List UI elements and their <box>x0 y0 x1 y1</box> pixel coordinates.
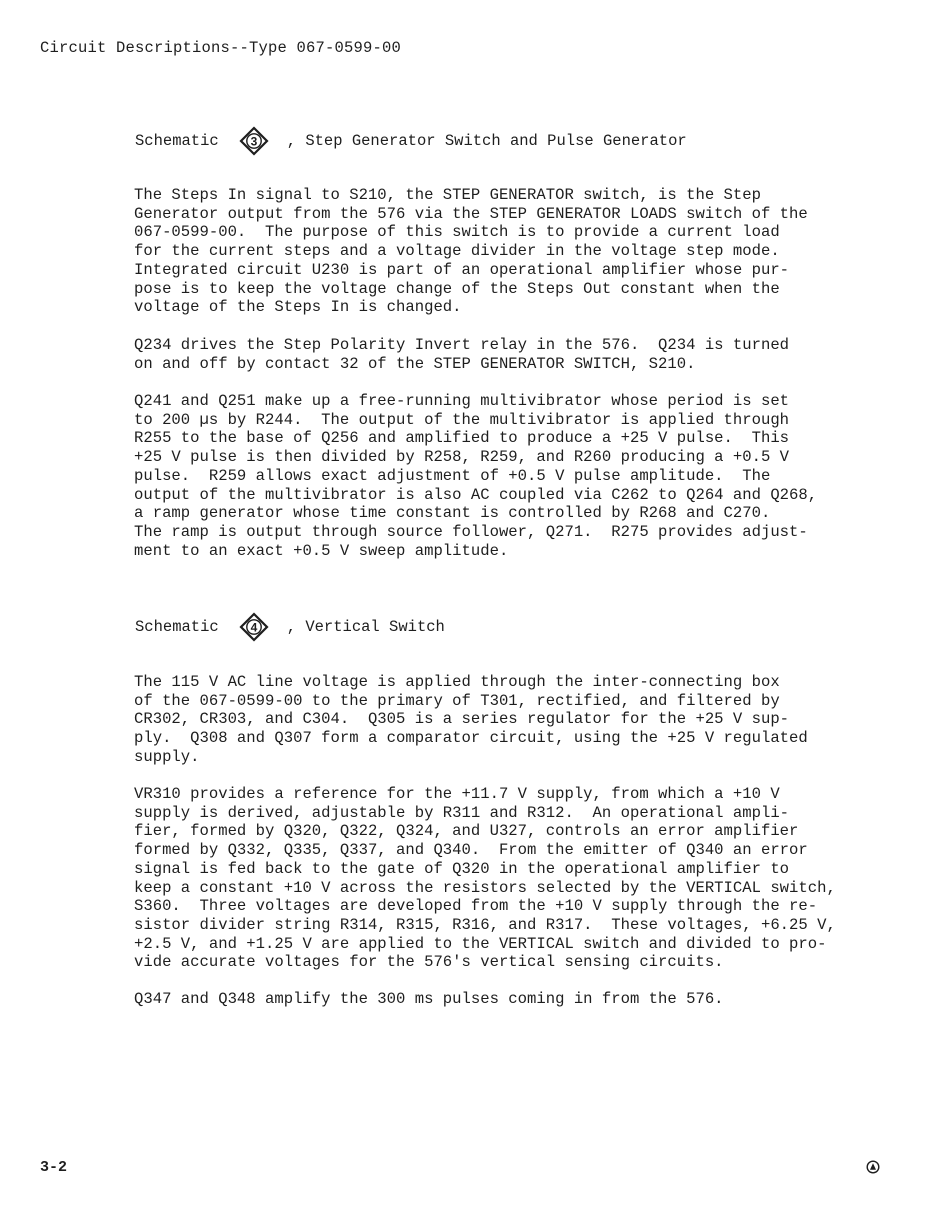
schematic-number: 3 <box>250 134 258 149</box>
schematic-number-diamond-icon <box>239 612 269 642</box>
paragraph: VR310 provides a reference for the +11.7 V supply, from which a +10 V supply is derived, adjustable by R311 and R312. An operational ampli- fier, formed by Q320, Q322, Q324, and U327, controls an error amplifier formed by Q332, Q335, Q337, and Q340. From the emitter of Q340 an error signal is fed back to the gate of Q320 in the operational amplifier to keep a constant +10 V across the resistors selected by the VERTICAL switch, S360. Three voltages are developed from the +10 V supply through the re- sistor divider string R314, R315, R316, and R317. These voltages, +6.25 V, +2.5 V, and +1.25 V are applied to the VERTICAL switch and divided to pro- vide accurate voltages for the 576's vertical sensing circuits. <box>134 785 836 972</box>
paragraph: Q234 drives the Step Polarity Invert relay in the 576. Q234 is turned on and off by contact 32 of the STEP GENERATOR SWITCH, S210. <box>134 336 790 373</box>
schematic-number: 4 <box>250 620 258 635</box>
section-title: , Step Generator Switch and Pulse Generator <box>286 132 687 150</box>
company-logo-icon <box>866 1160 880 1174</box>
section-label: Schematic <box>135 618 219 636</box>
paragraph: The 115 V AC line voltage is applied through the inter-connecting box of the 067-0599-00 to the primary of T301, rectified, and filtered by CR302, CR303, and C304. Q305 is a series regulator for the +25 V sup- ply. Q308 and Q307 form a comparator circuit, using the +25 V regulated supply. <box>134 673 808 766</box>
section-label: Schematic <box>135 132 219 150</box>
page-number: 3-2 <box>40 1159 68 1176</box>
paragraph: The Steps In signal to S210, the STEP GENERATOR switch, is the Step Generator output from the 576 via the STEP GENERATOR LOADS switch of the 067-0599-00. The purpose of this switch is to provide a current load for the current steps and a voltage divider in the voltage step mode. Integrated circuit U230 is part of an operational amplifier whose pur- pose is to keep the voltage change of the Steps Out constant when the voltage of the Steps In is changed. <box>134 186 808 317</box>
section-title: , Vertical Switch <box>286 618 445 636</box>
section-heading-schematic-3 <box>135 126 687 156</box>
section-heading-schematic-4 <box>135 612 445 642</box>
paragraph: Q241 and Q251 make up a free-running multivibrator whose period is set to 200 µs by R244. The output of the multivibrator is applied through R255 to the base of Q256 and amplified to produce a +25 V pulse. This +25 V pulse is then divided by R258, R259, and R260 producing a +0.5 V pulse. R259 allows exact adjustment of +0.5 V pulse amplitude. The output of the multivibrator is also AC coupled via C262 to Q264 and Q268, a ramp generator whose time constant is controlled by R268 and C270. The ramp is output through source follower, Q271. R275 provides adjust- ment to an exact +0.5 V sweep amplitude. <box>134 392 818 560</box>
page-header: Circuit Descriptions--Type 067-0599-00 <box>40 39 402 57</box>
paragraph: Q347 and Q348 amplify the 300 ms pulses coming in from the 576. <box>134 990 724 1008</box>
schematic-number-diamond-icon <box>239 126 269 156</box>
